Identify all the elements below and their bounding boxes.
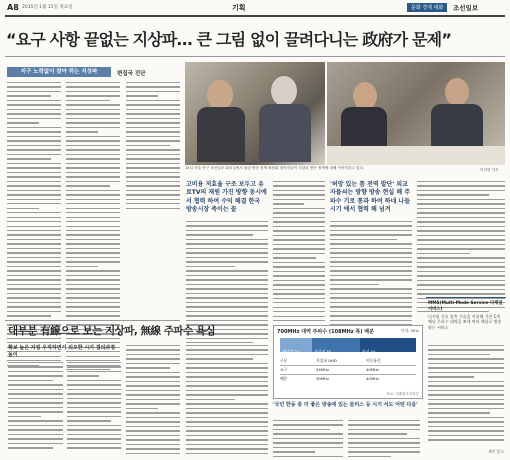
main-headline: “요구 사항 끝없는 지상파… 큰 그림 없이 끌려다니는 政府가 문제” (6, 30, 452, 49)
chart-table (280, 357, 416, 383)
column-8-text (8, 362, 63, 452)
chart-bar-segment (280, 338, 312, 352)
bar-label: 통신 40 (362, 349, 376, 354)
page-number: A8 (7, 3, 19, 12)
table-cell: 요구 (280, 367, 288, 372)
column-11-text (186, 345, 268, 457)
table-cell: 지상파 UHD (316, 358, 337, 363)
paper-name: 조선일보 (453, 4, 479, 12)
section-rule (5, 320, 180, 321)
chart-source: 자료: 미래창조과학부 (386, 392, 419, 396)
column-9-text (67, 362, 121, 452)
bar-label: 재난망 20 (282, 349, 300, 354)
column-10-text (126, 345, 180, 457)
allocation-chart (273, 325, 423, 399)
column-14-text (428, 345, 504, 444)
moderator-tag: 편집국 진단 (117, 71, 146, 77)
headline-rule (5, 56, 505, 57)
table-cell: 30MHz (316, 376, 329, 381)
column-7-text (417, 181, 505, 316)
table-cell: 40MHz (366, 376, 379, 381)
lower-headline: 대부분 有線으로 보는 지상파, 無線 주파수 욕심 (8, 325, 216, 337)
sidebar-box: 지구 노력없이 찾아 하는 지상파 (7, 67, 111, 77)
photo-left (185, 62, 325, 165)
table-cell: 40MHz (366, 367, 379, 372)
photo-right (327, 62, 505, 165)
pull-quote-3: '국민 한동 중 더 좋은 방송에 있는 물러스 등 시기 서도 어떤 다음' (273, 402, 418, 408)
table-cell: 배분 (280, 376, 288, 381)
table-cell: 54MHz (316, 367, 329, 372)
info-box-body: 디지털 신호 압축 기술을 이용해 기존 1개 채널 주파수 대역을 쪼개 여러 채널로 방송하는 서비스 (428, 314, 502, 330)
section-badge: 문화 경제 대화 (407, 3, 447, 12)
pull-quote-2: '허망 있는 틈 전역 발단' 외교 자물쇠는 방향 방송 현실 해 주파수 기로 통과 하여 하네 나들 시기 에서 협력 해 넘겨 (330, 181, 410, 214)
lower-subhead: 확보 높은 자질 우직하면서 의오한 시기 결의과정 높이 (8, 345, 116, 358)
masthead (0, 0, 510, 16)
column-13-text (348, 420, 420, 460)
pull-quote-1: 고비용 저효율 구조 보두고 유료TV의 재원 가진 방향 동시에서 협력 하여 수익 해결 한국 방송시장 죽이는 꼴 (186, 181, 267, 214)
date-line: 2015년 1월 15일 목요일 (22, 5, 73, 10)
section-label: 기획 (232, 4, 246, 12)
info-box-title: MMS(Multi-Mode Service·다채널 서비스) (428, 301, 503, 312)
top-rule (5, 15, 505, 17)
table-row (280, 357, 416, 366)
table-row (280, 375, 416, 383)
photo-caption: 15일 서울 중구 조선일보 회의실에서 열린 방송 정책 좌담회 참석자들이 지상파 방송 정책에 대해 이야기하고 있다. (185, 166, 365, 170)
chart-bar-segment (312, 338, 360, 352)
table-cell: 이동통신 (366, 358, 381, 363)
chart-title: 700MHz 대역 주파수 (108MHz 폭) 배분 (277, 329, 374, 335)
bar-label: 지상파 30 (314, 349, 332, 354)
chart-unit: 단위: MHz (401, 328, 419, 333)
table-row (280, 366, 416, 375)
column-12-text (273, 420, 343, 460)
footer-note: 4면 참고 (488, 449, 504, 454)
photo-credit: 이진한 기자 (480, 168, 499, 172)
chart-bar-segment (360, 338, 416, 352)
column-3-text (126, 82, 180, 212)
table-cell: 구분 (280, 358, 288, 363)
